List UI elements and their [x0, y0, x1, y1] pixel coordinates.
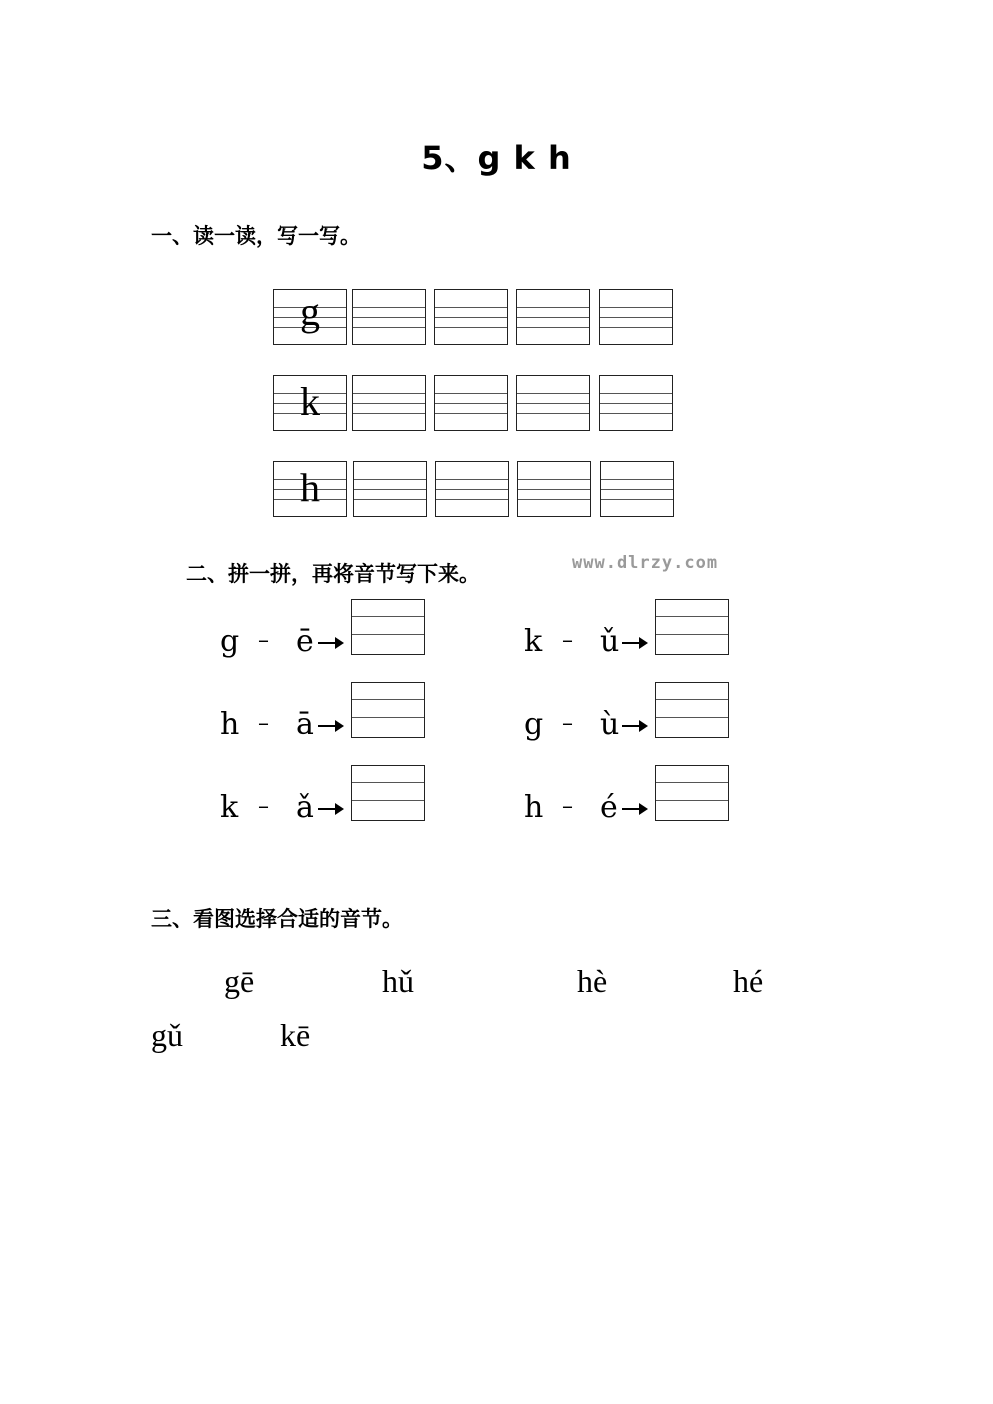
answer-box[interactable]	[351, 765, 425, 821]
arrow-icon	[622, 725, 646, 727]
example-box-k	[273, 375, 347, 431]
writing-box[interactable]	[434, 289, 508, 345]
section-1-heading: 一、读一读，写一写。	[151, 223, 361, 248]
dash: –	[258, 628, 269, 653]
writing-box[interactable]	[352, 375, 426, 431]
arrow-icon	[622, 642, 646, 644]
dash: –	[562, 794, 573, 819]
syllable-option[interactable]: hǔ	[382, 963, 414, 999]
writing-box[interactable]	[516, 375, 590, 431]
example-letter: g	[300, 289, 320, 334]
writing-box[interactable]	[599, 289, 673, 345]
final: ǔ	[600, 624, 620, 659]
spelling-item	[524, 790, 618, 825]
example-box-h	[273, 461, 347, 517]
section-2-heading: 二、拼一拼，再将音节写下来。	[186, 561, 480, 586]
writing-box[interactable]	[517, 461, 591, 517]
page-title: 5、g k h	[421, 139, 572, 177]
spelling-item	[220, 707, 314, 742]
syllable-option[interactable]: kē	[280, 1017, 311, 1053]
final: ù	[600, 707, 620, 742]
initial: g	[524, 707, 544, 742]
writing-box[interactable]	[434, 375, 508, 431]
answer-box[interactable]	[655, 765, 729, 821]
initial: k	[524, 624, 543, 659]
initial: h	[220, 707, 240, 742]
spelling-item	[220, 790, 314, 825]
writing-box[interactable]	[353, 461, 427, 517]
spelling-item	[524, 707, 620, 742]
dash: –	[562, 628, 573, 653]
answer-box[interactable]	[655, 599, 729, 655]
answer-box[interactable]	[351, 599, 425, 655]
arrow-icon	[318, 725, 342, 727]
dash: –	[562, 711, 573, 736]
dash: –	[258, 711, 269, 736]
writing-box[interactable]	[435, 461, 509, 517]
example-letter: k	[300, 379, 320, 424]
writing-box[interactable]	[600, 461, 674, 517]
syllable-option[interactable]: hé	[733, 963, 764, 999]
section-3-heading: 三、看图选择合适的音节。	[151, 906, 403, 931]
syllable-option[interactable]: hè	[577, 963, 608, 999]
syllable-option[interactable]: gǔ	[151, 1017, 183, 1053]
arrow-icon	[318, 808, 342, 810]
writing-box[interactable]	[599, 375, 673, 431]
example-box-g	[273, 289, 347, 345]
initial: h	[524, 790, 544, 825]
writing-box[interactable]	[516, 289, 590, 345]
arrow-icon	[622, 808, 646, 810]
initial: g	[220, 624, 240, 659]
final: ǎ	[296, 790, 314, 825]
writing-box[interactable]	[352, 289, 426, 345]
final: ā	[296, 707, 314, 742]
answer-box[interactable]	[655, 682, 729, 738]
initial: k	[220, 790, 239, 825]
spelling-item	[220, 624, 314, 659]
final: é	[600, 790, 618, 825]
final: ē	[296, 624, 314, 659]
syllable-option[interactable]: gē	[224, 963, 255, 999]
example-letter: h	[300, 465, 320, 510]
watermark: www.dlrzy.com	[572, 553, 719, 573]
spelling-item	[524, 624, 620, 659]
answer-box[interactable]	[351, 682, 425, 738]
dash: –	[258, 794, 269, 819]
arrow-icon	[318, 642, 342, 644]
